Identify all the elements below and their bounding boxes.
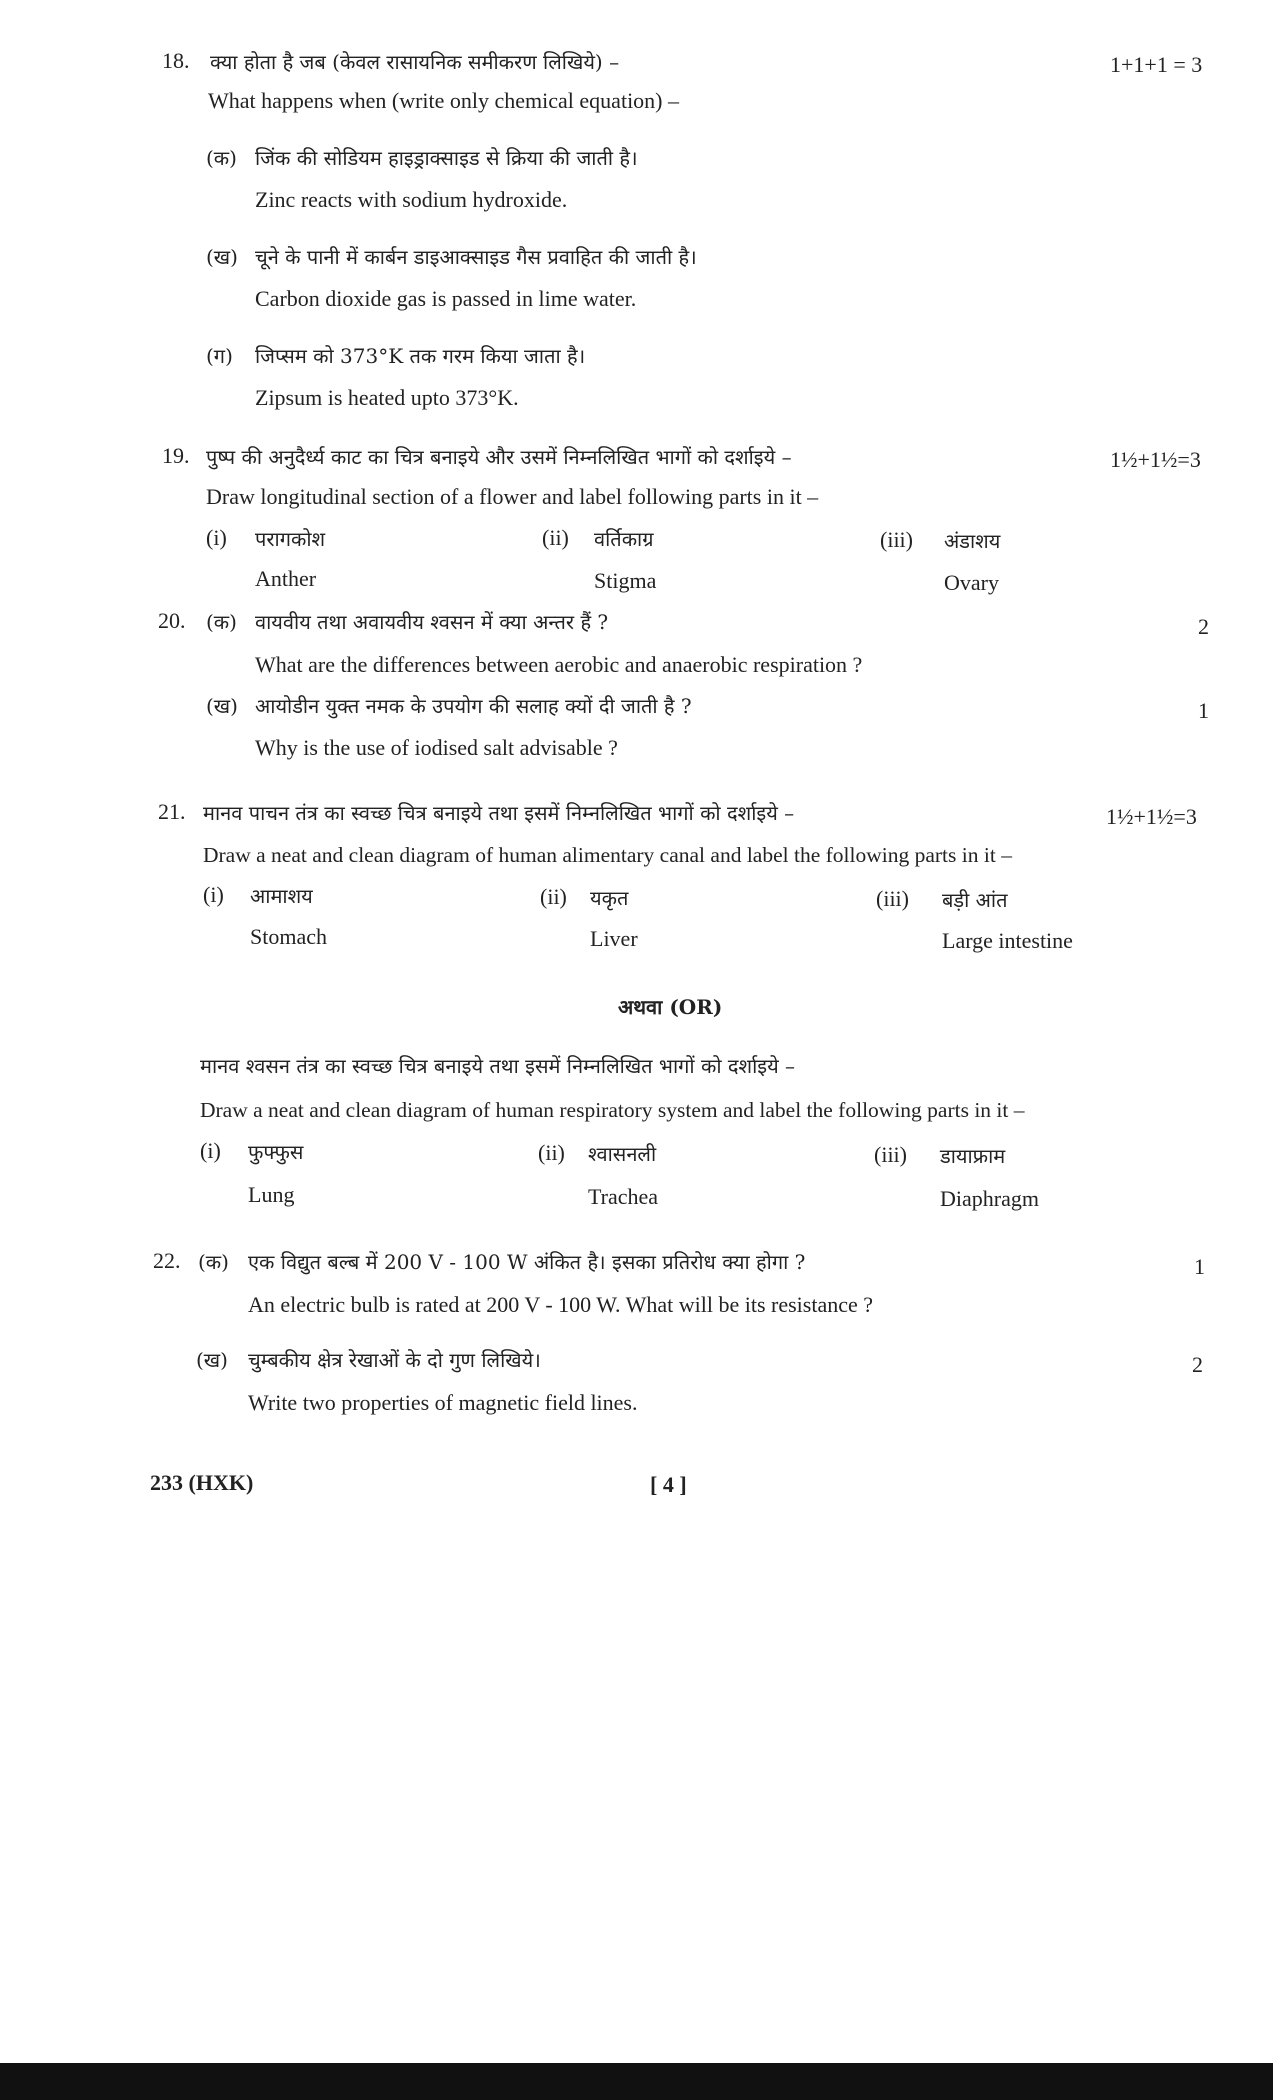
q21-item-english: Stomach: [250, 924, 327, 949]
q22-number: 22.: [153, 1248, 181, 1273]
q18-english: What happens when (write only chemical equation) –: [208, 88, 680, 113]
q22-part-hindi: एक विद्युत बल्ब में 200 V - 100 W अंकित है। इसका प्रतिरोध क्या होगा ?: [248, 1250, 806, 1274]
q21-alt-item-english: Diaphragm: [940, 1186, 1039, 1211]
q18-part-english: Carbon dioxide gas is passed in lime water.: [255, 286, 637, 311]
q19-marks: 1½+1½=3: [1110, 447, 1201, 472]
q21-alt-item-english: Trachea: [588, 1184, 659, 1209]
q22-part-hindi: चुम्बकीय क्षेत्र रेखाओं के दो गुण लिखिये।: [248, 1348, 541, 1372]
q19-item-hindi: परागकोश: [255, 527, 326, 551]
q20-part-hindi: वायवीय तथा अवायवीय श्वसन में क्या अन्तर हैं ?: [255, 610, 609, 634]
q21-item-num: (iii): [876, 886, 909, 911]
q18-part-hindi: जिप्सम को 373°K तक गरम किया जाता है।: [255, 344, 586, 368]
q20-number: 20.: [158, 608, 186, 633]
q21-hindi: मानव पाचन तंत्र का स्वच्छ चित्र बनाइये तथा इसमें निम्नलिखित भागों को दर्शाइये –: [203, 801, 795, 825]
q22-part-english: An electric bulb is rated at 200 V - 100 W. What will be its resistance ?: [248, 1292, 874, 1317]
q18-part-label: (ग): [206, 344, 233, 368]
q19-item-num: (iii): [880, 527, 913, 552]
q20-part-hindi: आयोडीन युक्त नमक के उपयोग की सलाह क्यों दी जाती है ?: [255, 694, 692, 718]
q21-alt-item-num: (iii): [874, 1142, 907, 1167]
q19-item-hindi: अंडाशय: [944, 529, 1001, 553]
q21-item-hindi: बड़ी आंत: [942, 888, 1008, 912]
q19-number: 19.: [162, 443, 190, 468]
q20-part-marks: 2: [1198, 614, 1209, 639]
q19-item-num: (ii): [542, 525, 569, 550]
q21-item-num: (i): [203, 882, 224, 907]
q20-part-english: What are the differences between aerobic and anaerobic respiration ?: [255, 652, 863, 677]
q21-alt-item-num: (i): [200, 1138, 221, 1163]
q21-alt-item-english: Lung: [248, 1182, 295, 1207]
q19-english: Draw longitudinal section of a flower and label following parts in it –: [206, 484, 819, 509]
q21-item-english: Large intestine: [942, 928, 1073, 953]
q19-item-english: Stigma: [594, 568, 657, 593]
q21-item-hindi: आमाशय: [250, 884, 313, 908]
q21-alt-item-hindi: फुफ्फुस: [248, 1140, 304, 1164]
q20-part-label: (ख): [206, 694, 238, 718]
q18-part-english: Zinc reacts with sodium hydroxide.: [255, 187, 568, 212]
q21-alt-english: Draw a neat and clean diagram of human respiratory system and label the following parts in it –: [200, 1098, 1025, 1122]
q22-part-marks: 1: [1194, 1254, 1205, 1279]
q18-part-label: (क): [206, 146, 237, 170]
q20-part-label: (क): [206, 610, 237, 634]
q19-item-hindi: वर्तिकाग्र: [594, 527, 654, 551]
q19-item-english: Anther: [255, 566, 317, 591]
q18-number: 18.: [162, 48, 190, 73]
q21-item-english: Liver: [590, 926, 638, 951]
q18-marks: 1+1+1 = 3: [1110, 52, 1203, 77]
scan-edge-band: [0, 2063, 1273, 2100]
q22-part-label: (ख): [196, 1348, 228, 1372]
q21-marks: 1½+1½=3: [1106, 804, 1197, 829]
q18-part-english: Zipsum is heated upto 373°K.: [255, 385, 519, 410]
q18-part-label: (ख): [206, 245, 238, 269]
q21-item-hindi: यकृत: [590, 886, 629, 910]
q19-item-num: (i): [206, 525, 227, 550]
q22-part-english: Write two properties of magnetic field lines.: [248, 1390, 638, 1415]
q18-part-hindi: चूने के पानी में कार्बन डाइआक्साइड गैस प्रवाहित की जाती है।: [255, 245, 697, 269]
q21-english: Draw a neat and clean diagram of human alimentary canal and label the following parts in it –: [203, 843, 1012, 867]
q21-alt-item-num: (ii): [538, 1140, 565, 1165]
q19-hindi: पुष्प की अनुदैर्ध्य काट का चित्र बनाइये और उसमें निम्नलिखित भागों को दर्शाइये –: [206, 445, 792, 469]
q21-number: 21.: [158, 799, 186, 824]
q19-item-english: Ovary: [944, 570, 999, 595]
q18-hindi: क्या होता है जब (केवल रासायनिक समीकरण लिखिये) –: [210, 50, 620, 74]
q22-part-marks: 2: [1192, 1352, 1203, 1377]
q18-part-hindi: जिंक की सोडियम हाइड्राक्साइड से क्रिया की जाती है।: [255, 146, 638, 170]
q21-alt-item-hindi: डायाफ्राम: [940, 1144, 1006, 1168]
q21-item-num: (ii): [540, 884, 567, 909]
paper-code: 233 (HXK): [150, 1470, 254, 1495]
q20-part-marks: 1: [1198, 698, 1209, 723]
q20-part-english: Why is the use of iodised salt advisable ?: [255, 735, 618, 760]
q22-part-label: (क): [198, 1250, 229, 1274]
q21-alt-item-hindi: श्वासनली: [588, 1142, 657, 1166]
page-number: [ 4 ]: [650, 1472, 687, 1497]
or-label: अथवा (OR): [618, 995, 723, 1019]
q21-alt-hindi: मानव श्वसन तंत्र का स्वच्छ चित्र बनाइये तथा इसमें निम्नलिखित भागों को दर्शाइये –: [200, 1054, 796, 1078]
